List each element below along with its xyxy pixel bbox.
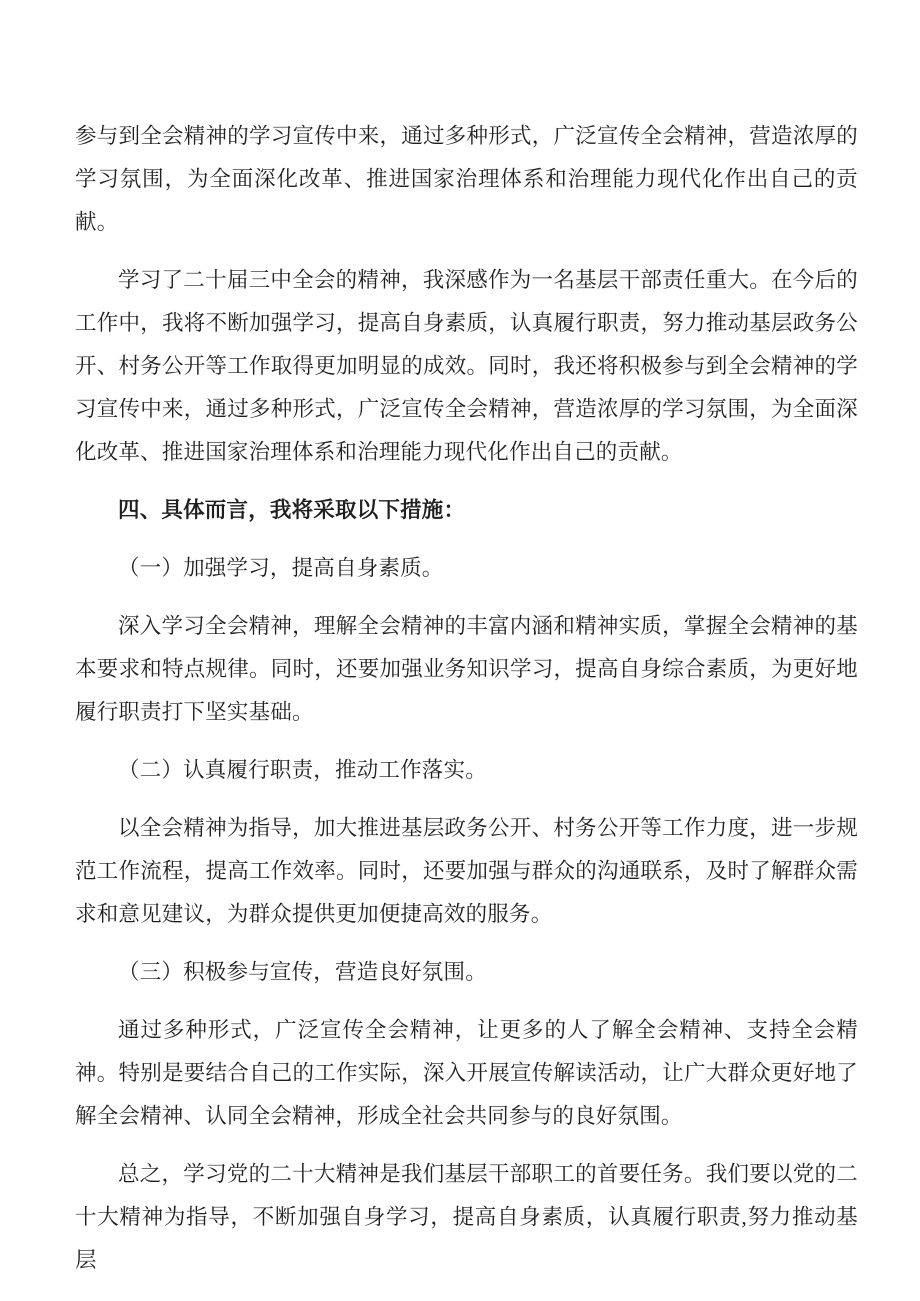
item-heading-3: （三）积极参与宣传，营造良好氛围。 xyxy=(118,960,487,984)
section-heading: 四、具体而言，我将采取以下措施： xyxy=(118,498,466,522)
document-body xyxy=(75,115,858,1282)
body-paragraph-cutoff: 总之，学习党的二十大精神是我们基层干部职工的首要任务。我们要以党的二十大精神为指导，不断加强自身学习，提高自身素质，认真履行职责,努力推动基层 xyxy=(75,1162,858,1272)
body-paragraph: 学习了二十届三中全会的精神，我深感作为一名基层干部责任重大。在今后的工作中，我将不断加强学习，提高自身素质，认真履行职责，努力推动基层政务公开、村务公开等工作取得更加明显的成效。同时，我还将积极参与到全会精神的学习宣传中来，通过多种形式，广泛宣传全会精神，营造浓厚的学习氛围，为全面深化改革、推进国家治理体系和治理能力现代化作出自己的贡献。 xyxy=(75,268,858,464)
body-paragraph: 通过多种形式，广泛宣传全会精神，让更多的人了解全会精神、支持全会精神。特别是要结合自己的工作实际，深入开展宣传解读活动，让广大群众更好地了解全会精神、认同全会精神，形成全社会共同参与的良好氛围。 xyxy=(75,1018,858,1128)
item-heading-2: （二）认真履行职责，推动工作落实。 xyxy=(118,758,487,782)
body-paragraph: 以全会精神为指导，加大推进基层政务公开、村务公开等工作力度，进一步规范工作流程，提高工作效率。同时，还要加强与群众的沟通联系，及时了解群众需求和意见建议，为群众提供更加便捷高效的服务。 xyxy=(75,816,858,926)
item-heading-1: （一）加强学习，提高自身素质。 xyxy=(118,556,444,580)
body-paragraph-continuation: 参与到全会精神的学习宣传中来，通过多种形式，广泛宣传全会精神，营造浓厚的学习氛围，为全面深化改革、推进国家治理体系和治理能力现代化作出自己的贡献。 xyxy=(75,124,858,234)
body-paragraph: 深入学习全会精神，理解全会精神的丰富内涵和精神实质，掌握全会精神的基本要求和特点规律。同时，还要加强业务知识学习，提高自身综合素质，为更好地履行职责打下坚实基础。 xyxy=(75,614,858,724)
